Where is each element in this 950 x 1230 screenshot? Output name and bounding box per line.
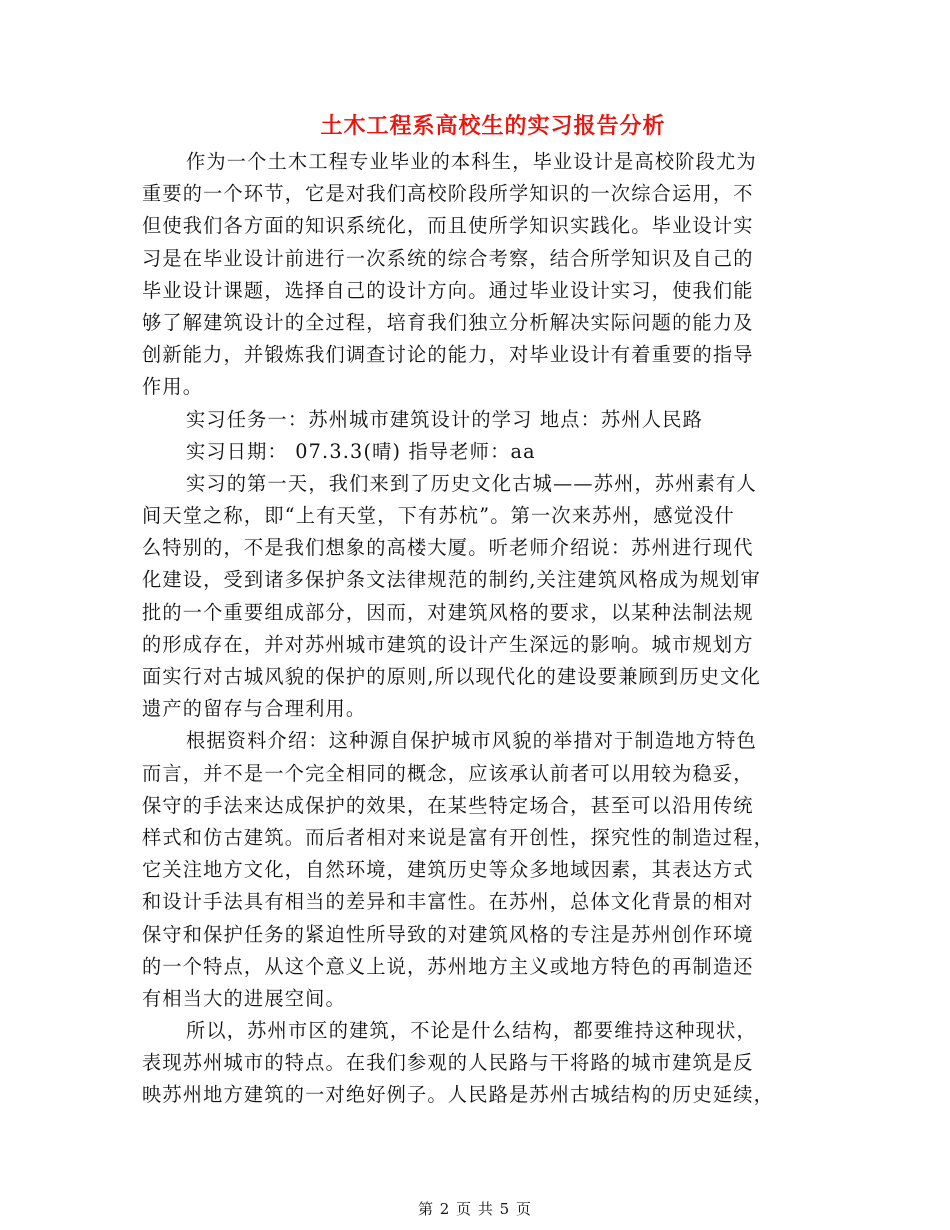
- text-line: 表现苏州城市的特点。在我们参观的人民路与干将路的城市建筑是反: [142, 1051, 754, 1075]
- text-line: 面实行对古城风貌的保护的原则,所以现代化的建设要兼顾到历史文化: [142, 665, 761, 688]
- text-line: 遗产的留存与合理利用。: [142, 697, 367, 721]
- text-line: 化建设，受到诸多保护条文法律规范的制约,关注建筑风格成为规划审: [142, 568, 761, 592]
- text-line: 保守的手法来达成保护的效果，在某些特定场合，甚至可以沿用传统: [142, 793, 754, 817]
- body-text: [142, 146, 810, 1112]
- text-line: 但使我们各方面的知识系统化，而且使所学知识实践化。毕业设计实: [142, 214, 754, 238]
- text-line: 作用。: [142, 375, 204, 399]
- text-line: 样式和仿古建筑。而后者相对来说是富有开创性，探究性的制造过程，: [142, 825, 775, 849]
- text-line: 根据资料介绍：这种源自保护城市风貌的举措对于制造地方特色: [186, 729, 757, 753]
- text-line: 重要的一个环节，它是对我们高校阶段所学知识的一次综合运用，不: [142, 182, 754, 206]
- document-title: 土木工程系高校生的实习报告分析: [320, 113, 666, 139]
- text-line: 毕业设计课题，选择自己的设计方向。通过毕业设计实习，使我们能: [142, 278, 754, 302]
- text-line: 有相当大的进展空间。: [142, 986, 346, 1010]
- text-line: 实习的第一天，我们来到了历史文化古城——苏州，苏州素有人: [186, 471, 757, 495]
- document-page: [142, 106, 810, 1112]
- text-line: 和设计手法具有相当的差异和丰富性。在苏州，总体文化背景的相对: [142, 890, 754, 914]
- text-line: 创新能力，并锻炼我们调查讨论的能力，对毕业设计有着重要的指导: [142, 343, 754, 367]
- text-line: 间天堂之称，即“上有天堂，下有苏杭”。第一次来苏州，感觉没什: [142, 504, 735, 528]
- text-line: 作为一个土木工程专业毕业的本科生，毕业设计是高校阶段尤为: [186, 150, 757, 173]
- text-line: 批的一个重要组成部分，因而，对建筑风格的要求，以某种法制法规: [142, 600, 754, 624]
- page-number-footer: 第 2 页 共 5 页: [418, 1200, 532, 1218]
- text-line: 保守和保护任务的紧迫性所导致的对建筑风格的专注是苏州创作环境: [142, 922, 754, 946]
- text-line: 的形成存在，并对苏州城市建筑的设计产生深远的影响。城市规划方: [142, 632, 754, 656]
- text-line: 所以，苏州市区的建筑，不论是什么结构，都要维持这种现状，: [186, 1019, 757, 1043]
- text-line: 映苏州地方建筑的一对绝好例子。人民路是苏州古城结构的历史延续，: [142, 1083, 775, 1107]
- text-line: 习是在毕业设计前进行一次系统的综合考察，结合所学知识及自己的: [142, 246, 754, 270]
- text-line: 的一个特点，从这个意义上说，苏州地方主义或地方特色的再制造还: [142, 954, 754, 978]
- text-line: 它关注地方文化，自然环境，建筑历史等众多地域因素，其表达方式: [142, 858, 754, 882]
- text-line: 而言，并不是一个完全相同的概念，应该承认前者可以用较为稳妥，: [142, 761, 754, 785]
- text-line: 实习任务一：苏州城市建筑设计的学习 地点：苏州人民路: [186, 407, 703, 431]
- text-line: 够了解建筑设计的全过程，培育我们独立分析解决实际问题的能力及: [142, 310, 754, 334]
- text-line: 实习日期： 07.3.3(晴) 指导老师：aa: [186, 439, 536, 463]
- text-line: 么特别的，不是我们想象的高楼大厦。听老师介绍说：苏州进行现代: [142, 536, 754, 560]
